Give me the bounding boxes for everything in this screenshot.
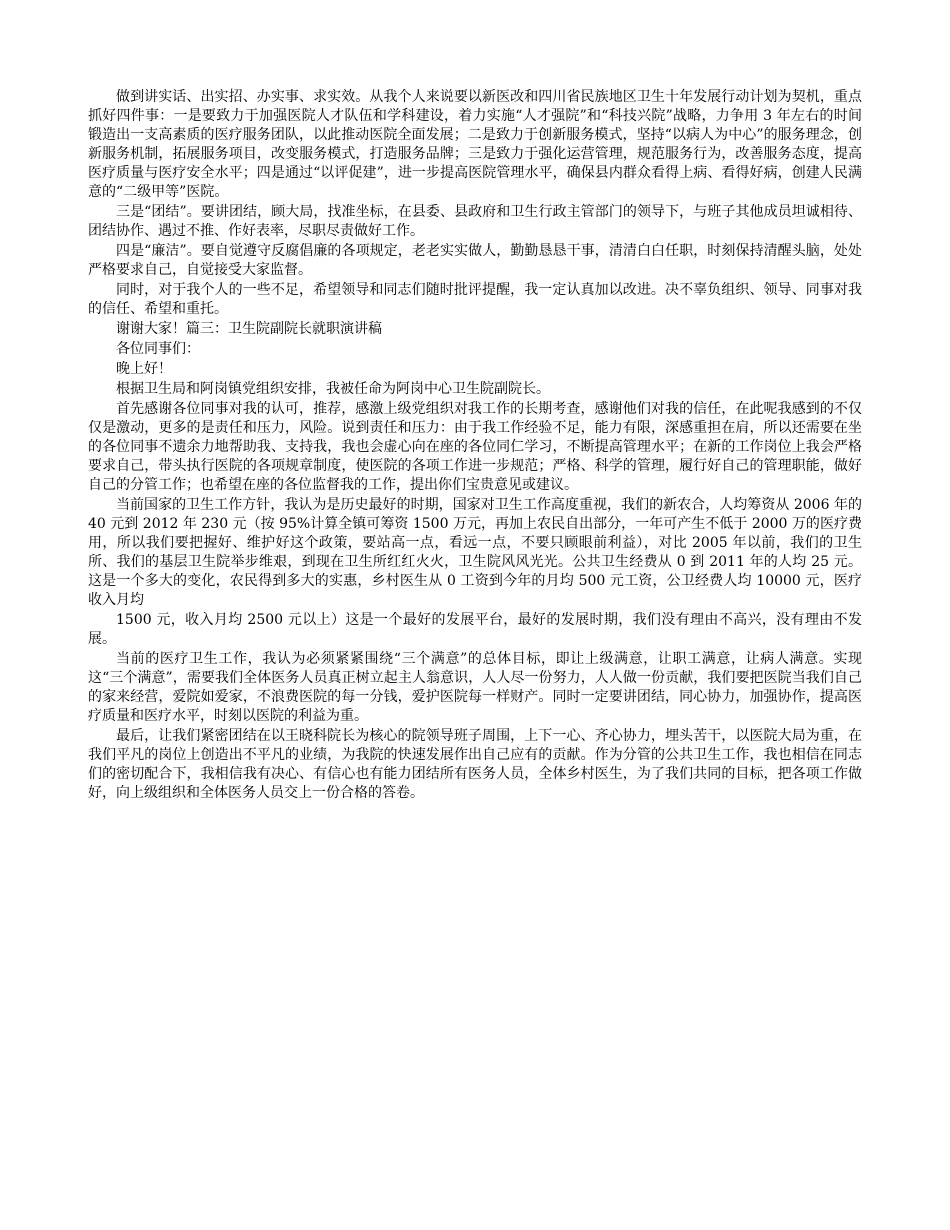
paragraph-10: 当前国家的卫生工作方针，我认为是历史最好的时期，国家对卫生工作高度重视，我们的新农合，人均筹资从 2006 年的 40 元到 2012 年 230 元（按 95%计算全镇可筹资 1500 万元，再加上农民自出部分，一年可产生不低于 2000 万的医疗费用，所以我们要把握好、维护好这个政策，要站高一点，看远一点，不要只顾眼前利益），对比 2005 年以前，我们的卫生所、我们的基层卫生院举步维艰，到现在卫生所红红火火，卫生院风风光光。公共卫生经费从 0 到 2011 年的人均 25 元。这是一个多大的变化，农民得到多大的实惠，乡村医生从 0 工资到今年的月均 500 元工资，公卫经费人均 10000 元，医疗收入月均 <box>88 497 862 608</box>
paragraph-9: 首先感谢各位同事对我的认可，推荐，感激上级党组织对我工作的长期考查，感谢他们对我的信任，在此呢我感到的不仅仅是激动，更多的是责任和压力，风险。说到责任和压力：由于我工作经验不足，能力有限，深感重担在肩，所以还需要在坐的各位同事不遗余力地帮助我、支持我，我也会虚心向在座的各位同仁学习，不断提高管理水平；在新的工作岗位上我会严格要求自己，带头执行医院的各项规章制度，使医院的各项工作进一步规范；严格、科学的管理，履行好自己的管理职能，做好自己的分管工作；也希望在座的各位监督我的工作，提出你们宝贵意见或建议。 <box>88 401 862 493</box>
paragraph-5: 谢谢大家！篇三：卫生院副院长就职演讲稿 <box>116 321 382 337</box>
paragraph-3: 四是“廉洁”。要自觉遵守反腐倡廉的各项规定，老老实实做人，勤勤恳恳干事，清清白白任职，时刻保持清醒头脑，处处严格要求自己，自觉接受大家监督。 <box>88 243 862 278</box>
paragraph-4: 同时，对于我个人的一些不足，希望领导和同志们随时批评提醒，我一定认真加以改进。决不辜负组织、领导、同事对我的信任、希望和重托。 <box>88 282 862 317</box>
paragraph-12: 当前的医疗卫生工作，我认为必须紧紧围绕“三个满意”的总体目标，即让上级满意，让职工满意，让病人满意。实现这“三个满意”，需要我们全体医务人员真正树立起主人翁意识，人人尽一份努力，人人做一份贡献，我们要把医院当我们自己的家来经营，爱院如爱家，不浪费医院的每一分钱，爱护医院每一样财产。同时一定要讲团结，同心协力，加强协作，提高医疗质量和医疗水平，时刻以医院的利益为重。 <box>88 651 862 724</box>
paragraph-13: 最后，让我们紧密团结在以王晓科院长为核心的院领导班子周围，上下一心、齐心协力，埋头苦干，以医院大局为重，在我们平凡的岗位上创造出不平凡的业绩，为我院的快速发展作出自己应有的贡献。作为分管的公共卫生工作，我也相信在同志们的密切配合下，我相信我有决心、有信心也有能力团结所有医务人员，全体乡村医生，为了我们共同的目标，把各项工作做好，向上级组织和全体医务人员交上一份合格的答卷。 <box>88 728 862 801</box>
paragraph-8: 根据卫生局和阿岗镇党组织安排，我被任命为阿岗中心卫生院副院长。 <box>116 381 550 397</box>
greeting: 晚上好！ <box>116 361 172 377</box>
paragraph-2: 三是“团结”。要讲团结，顾大局，找准坐标，在县委、县政府和卫生行政主管部门的领导下，与班子其他成员坦诚相待、团结协作、遇过不推、作好表率，尽职尽责做好工作。 <box>88 204 862 239</box>
salutation: 各位同事们： <box>116 341 200 357</box>
paragraph-11: 1500 元，收入月均 2500 元以上）这是一个最好的发展平台，最好的发展时期，我们没有理由不高兴，没有理由不发展。 <box>88 612 862 647</box>
document-body <box>88 88 862 804</box>
paragraph-1: 做到讲实话、出实招、办实事、求实效。从我个人来说要以新医改和四川省民族地区卫生十年发展行动计划为契机，重点抓好四件事：一是要致力于加强医院人才队伍和学科建设，着力实施“人才强院”和“科技兴院”战略，力争用 3 年左右的时间锻造出一支高素质的医疗服务团队，以此推动医院全面发展；二是致力于创新服务模式，坚持“以病人为中心”的服务理念，创新服务机制，拓展服务项目，改变服务模式，打造服务品牌；三是致力于强化运营管理，规范服务行为，改善服务态度，提高医疗质量与医疗安全水平；四是通过“以评促建”，进一步提高医院管理水平，确保县内群众看得上病、看得好病，创建人民满意的“二级甲等”医院。 <box>88 89 862 200</box>
